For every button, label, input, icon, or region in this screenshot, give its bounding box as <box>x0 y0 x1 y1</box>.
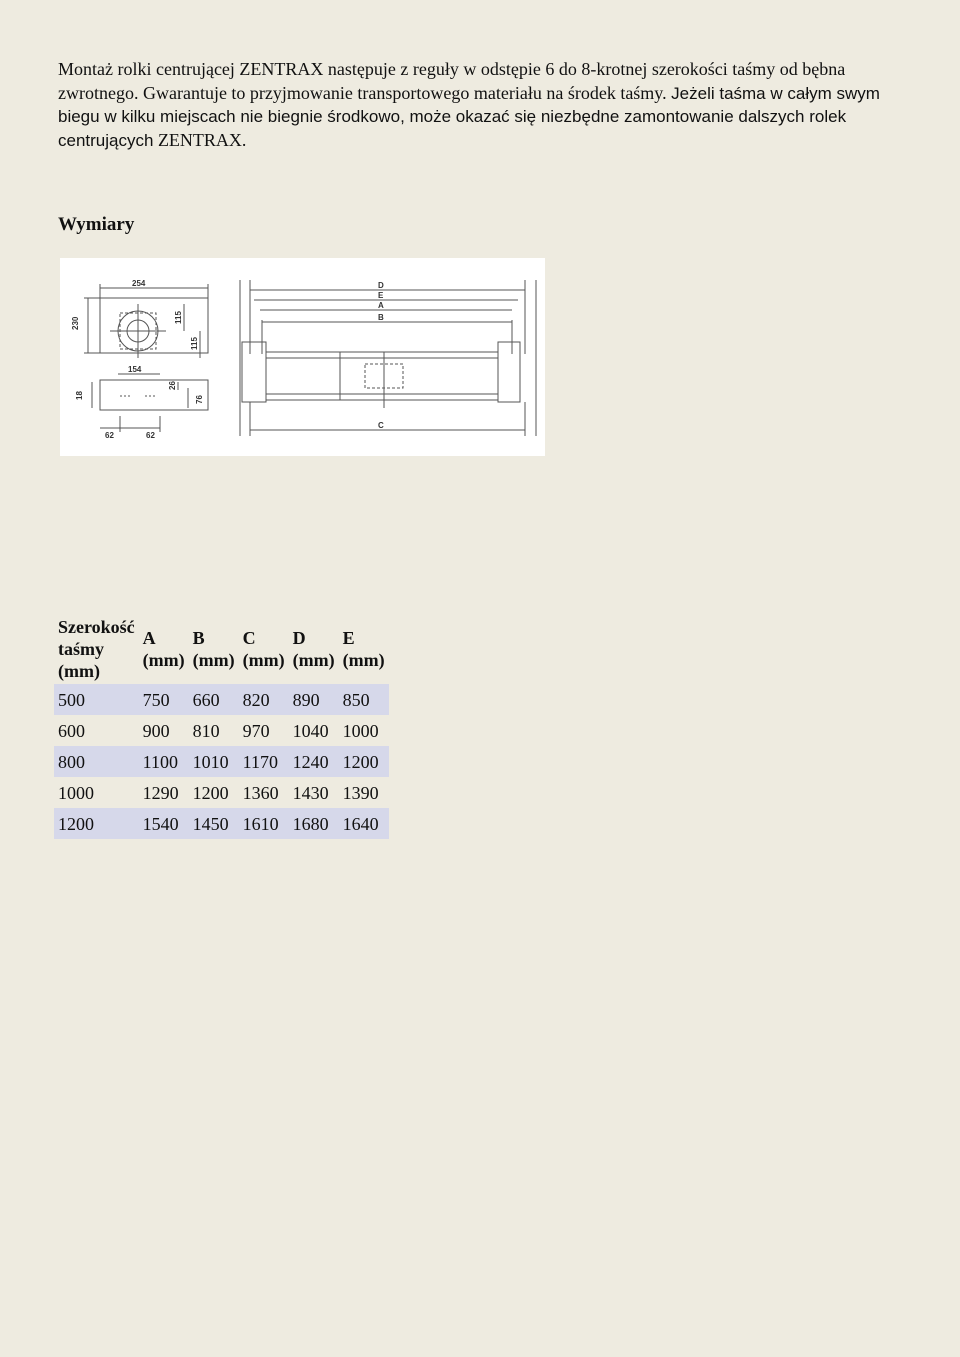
header-name: C <box>242 628 256 648</box>
table-cell: 1200 <box>54 808 139 839</box>
column-header-d <box>289 614 339 684</box>
table-cell: 1450 <box>189 808 239 839</box>
table-cell: 1360 <box>242 782 279 803</box>
table-cell: 750 <box>139 684 189 715</box>
dim-62-b: 62 <box>146 431 155 440</box>
table-cell: 1390 <box>342 782 379 803</box>
dim-A: A <box>378 301 384 310</box>
dim-254: 254 <box>132 279 146 288</box>
dim-18: 18 <box>75 391 84 400</box>
table-cell: 1540 <box>139 808 189 839</box>
dim-76: 76 <box>195 395 204 404</box>
table-cell: 1430 <box>292 782 329 803</box>
dim-C: C <box>378 421 384 430</box>
column-header-c <box>239 614 289 684</box>
table-cell: 600 <box>58 720 85 741</box>
column-header-belt-width <box>54 614 139 684</box>
table-cell: 850 <box>339 684 389 715</box>
table-cell: 660 <box>189 684 239 715</box>
table-cell: 820 <box>239 684 289 715</box>
dim-D: D <box>378 281 384 290</box>
dim-E: E <box>378 291 384 300</box>
header-name: B <box>192 628 205 648</box>
header-name: A <box>142 628 156 648</box>
section-heading: Wymiary <box>58 214 135 235</box>
table-row <box>54 715 389 746</box>
dim-154: 154 <box>128 365 142 374</box>
table-cell: 970 <box>242 720 270 741</box>
dim-26: 26 <box>168 381 177 390</box>
header-name: D <box>292 628 306 648</box>
table-cell: 800 <box>54 746 139 777</box>
table-cell: 1010 <box>189 746 239 777</box>
table-cell: 1290 <box>142 782 179 803</box>
table-header-row <box>54 614 389 684</box>
dim-62-a: 62 <box>105 431 114 440</box>
table-cell: 900 <box>142 720 170 741</box>
header-name: Szerokość <box>58 617 135 637</box>
header-name: E <box>342 628 355 648</box>
dim-115-a: 115 <box>174 311 183 324</box>
column-header-a <box>139 614 189 684</box>
right-bracket <box>498 342 520 402</box>
base-plate <box>100 380 208 410</box>
intro-text-1: Montaż rolki centrującej ZENTRAX następuje z reguły w odstępie 6 do 8-krotnej szerokości taśmy od bębna zwrotnego. Gwarantuje to przyjmowanie transportowego materiału na środek taśmy. <box>58 59 846 103</box>
header-unit: (mm) <box>192 650 235 670</box>
table-cell: 1240 <box>289 746 339 777</box>
dimension-drawing <box>60 258 545 456</box>
header-unit: (mm) <box>242 650 285 670</box>
table-cell: 1000 <box>342 720 379 741</box>
table-cell: 1680 <box>289 808 339 839</box>
table-cell: 1640 <box>339 808 389 839</box>
intro-paragraph <box>58 58 908 152</box>
column-header-b <box>189 614 239 684</box>
table-row <box>54 808 389 839</box>
table-row <box>54 746 389 777</box>
table-cell: 810 <box>192 720 220 741</box>
intro-text-2: Jeżeli taśma w całym swym biegu w kilku miejscach nie biegnie środkowo, może okazać się niezbędne zamontowanie dalszych rolek centrujących <box>58 83 880 150</box>
table-cell: 500 <box>54 684 139 715</box>
table-cell: 1000 <box>58 782 94 803</box>
dimensions-table <box>54 614 389 839</box>
header-unit: (mm) <box>142 650 185 670</box>
table-cell: 890 <box>289 684 339 715</box>
dim-B: B <box>378 313 384 322</box>
roller-tube <box>266 352 498 400</box>
table-cell: 1170 <box>239 746 289 777</box>
header-unit: taśmy <box>58 639 104 659</box>
table-cell: 1100 <box>139 746 189 777</box>
header-unit2: (mm) <box>58 661 100 681</box>
dim-230: 230 <box>71 316 80 330</box>
dimension-drawing-svg <box>60 258 545 456</box>
table-cell: 1200 <box>339 746 389 777</box>
column-header-e <box>339 614 389 684</box>
header-unit: (mm) <box>292 650 335 670</box>
table-cell: 1040 <box>292 720 329 741</box>
dim-115-b: 115 <box>190 337 199 350</box>
intro-text-3: ZENTRAX. <box>157 129 247 150</box>
table-row <box>54 777 389 808</box>
table-cell: 1610 <box>239 808 289 839</box>
header-unit: (mm) <box>342 650 385 670</box>
table-row <box>54 684 389 715</box>
table-cell: 1200 <box>192 782 229 803</box>
